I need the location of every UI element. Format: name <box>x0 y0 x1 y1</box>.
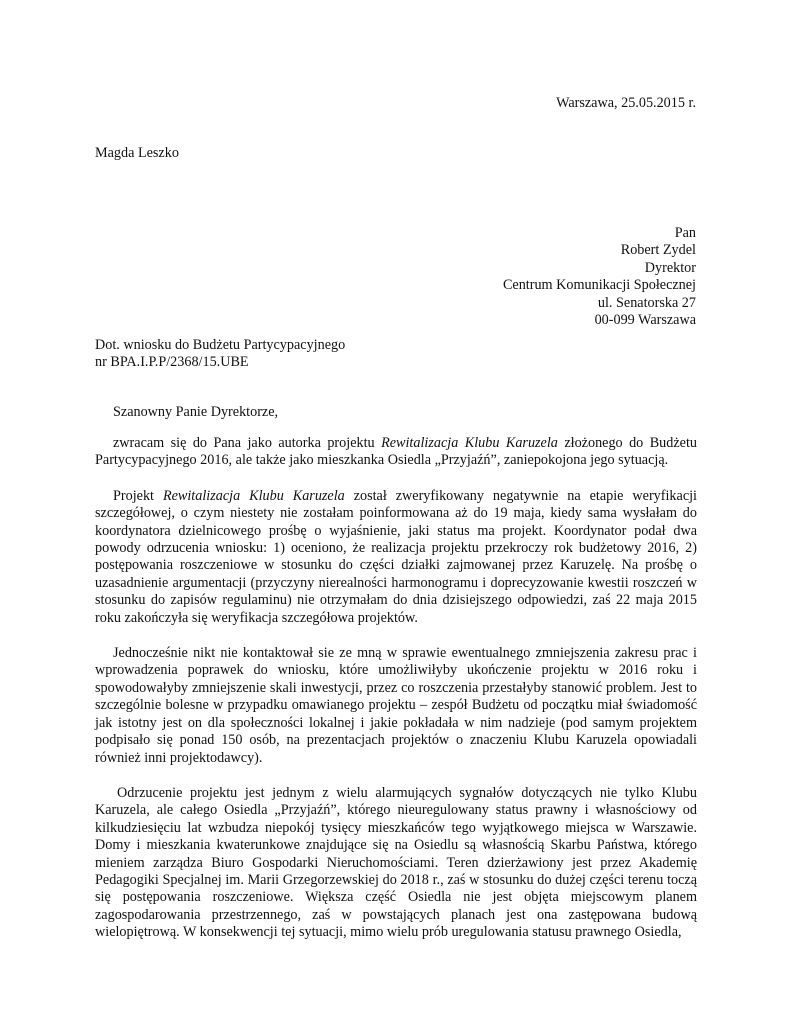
recipient-line: Robert Zydel <box>620 242 696 259</box>
sender-name: Magda Leszko <box>95 145 179 161</box>
project-title: Rewitalizacja Klubu Karuzela <box>381 435 558 451</box>
letter-date: Warszawa, 25.05.2015 r. <box>556 95 696 111</box>
recipient-line: ul. Senatorska 27 <box>597 294 696 311</box>
body-paragraph <box>95 435 697 470</box>
body-paragraph: Odrzucenie projektu jest jednym z wielu alarmujących sygnałów dotyczących nie tylko Klubu Karuzela, ale całego Osiedla „Przyjaźń”, którego nieuregulowany status prawny i własnościowy od kilkudziesięciu lat wzbudza niepokój tysięcy mieszkańców tego wyjątkowego miejsca w Warszawie. Domy i mieszkania kwaterunkowe znajdujące się na Osiedlu są własnością Skarbu Państwa, którego mieniem zarządza Biuro Gospodarki Nieruchomościami. Teren dzierżawiony jest przez Akademię Pedagogiki Specjalnej im. Marii Grzegorzewskiej do 2018 r., zaś w stosunku do dużej części terenu toczą się postępowania roszczeniowe. Większa część Osiedla nie jest objęta miejscowym planem zagospodarowania przestrzennego, zaś w powstających planach jest ona zastępowana budową wielopiętrową. W konsekwencji tej sytuacji, mimo wielu prób uregulowania statusu prawnego Osiedla, <box>95 784 697 941</box>
body-paragraph: Jednocześnie nikt nie kontaktował sie ze mną w sprawie ewentualnego zmniejszenia zakresu prac i wprowadzenia poprawek do wniosku, które umożliwiłyby ukończenie projektu w 2016 roku i spowodowałyby zmniejszenie skali inwestycji, przez co roszczenia przestałyby stanowić problem. Jest to szczególnie bolesne w przypadku omawianego projektu – zespół Budżetu od początku miał świadomość jak istotny jest on dla społeczności lokalnej i jakie pokładała w nim nadzieje (pod samym projektem podpisało się ponad 150 osób, na prezentacjach projektów o znaczeniu Klubu Karuzela opowiadali również inni projektodawcy). <box>95 645 697 766</box>
recipient-line: 00-099 Warszawa <box>594 312 696 329</box>
recipient-line: Centrum Komunikacji Społecznej <box>502 277 696 294</box>
salutation: Szanowny Panie Dyrektorze, <box>113 404 279 420</box>
subject-reference-number: nr BPA.I.P.P/2368/15.UBE <box>95 354 249 371</box>
recipient-line: Pan <box>674 225 696 241</box>
paragraph-text: zwracam się do Pana jako autorka projektu <box>113 435 382 451</box>
subject-line: Dot. wniosku do Budżetu Partycypacyjnego <box>95 337 346 353</box>
recipient-line: Dyrektor <box>644 259 696 276</box>
letter-body <box>95 435 697 942</box>
paragraph-text: złożonego do Budżetu Partycypacyjnego 2016, ale także jako mieszkanka Osiedla „Przyjaźń”, zaniepokojona jego sytuacją. <box>95 435 697 469</box>
project-title: Rewitalizacja Klubu Karuzela <box>162 487 345 504</box>
paragraph-text: Projekt <box>113 487 163 504</box>
body-paragraph <box>95 488 697 627</box>
recipient-address <box>503 225 696 329</box>
letter-subject <box>95 337 345 372</box>
paragraph-text: został zweryfikowany negatywnie na etapie weryfikacji szczegółowej, o czym niestety nie zostałam poinformowana aż do 19 maja, kiedy sama wysłałam do koordynatora dzielnicowego prośbę o wyjaśnienie, jaki status ma projekt. Koordynator podał dwa powody odrzucenia wniosku: 1) oceniono, że realizacja projektu przekroczy rok budżetowy 2016, 2) postępowania roszczeniowe w stosunku do części działki zajmowanej przez Karuzelę. Na prośbę o uzasadnienie argumentacji (przyczyny nierealności harmonogramu i doprecyzowanie kwestii roszczeń w stosunku do zapisów regulaminu) nie otrzymałam do dnia dzisiejszego odpowiedzi, zaś 22 maja 2015 roku zakończyła się weryfikacja szczegółowa projektów. <box>95 487 698 626</box>
